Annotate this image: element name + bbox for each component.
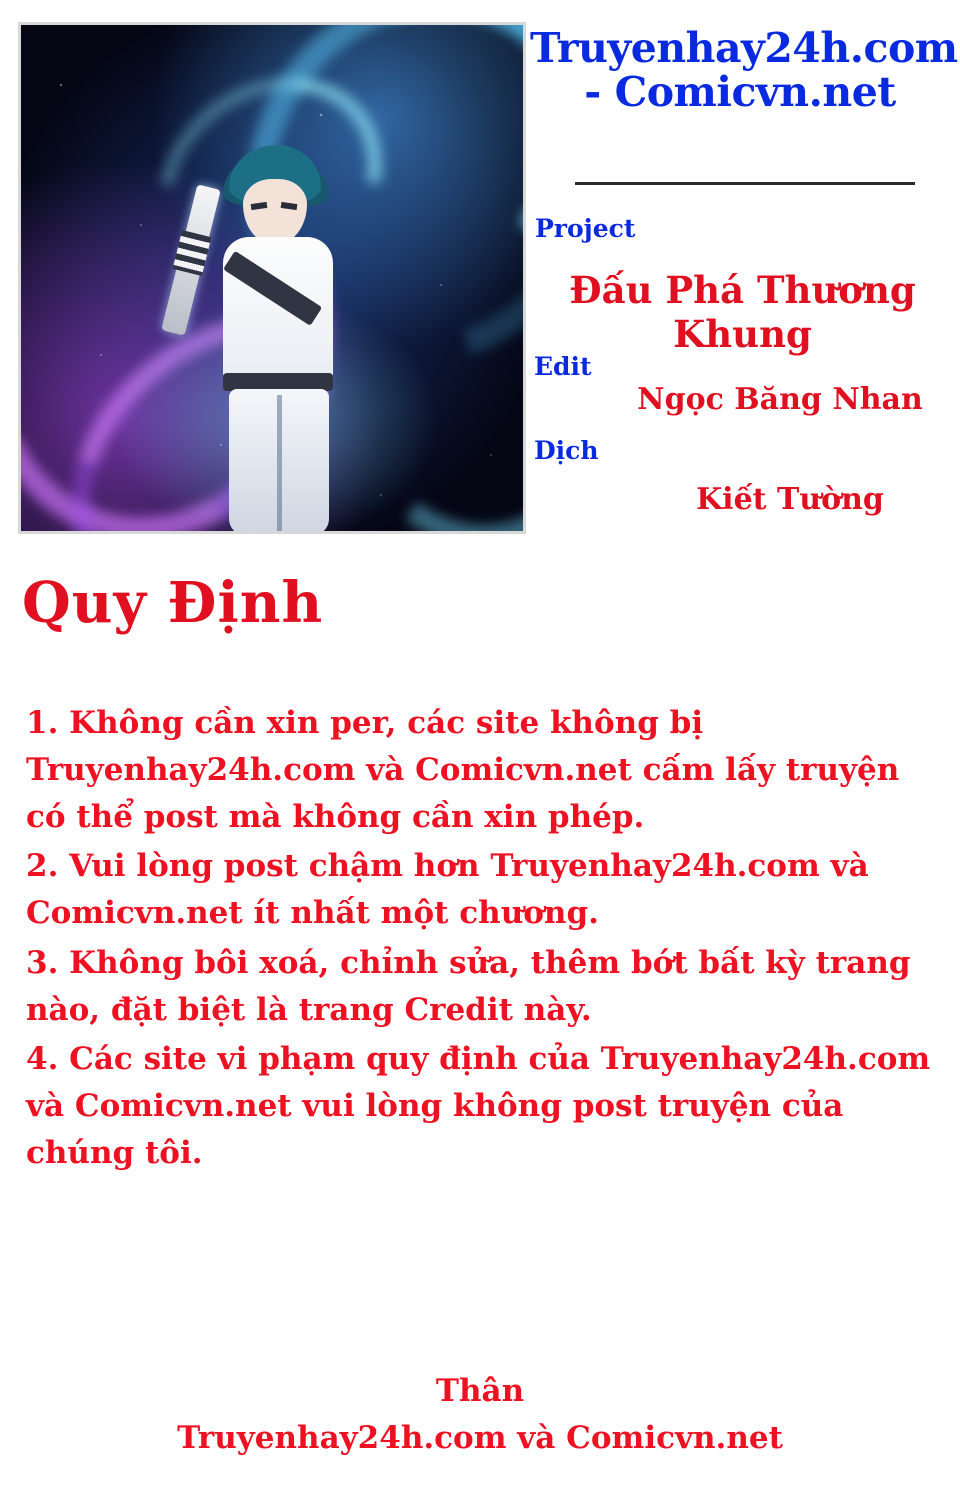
signoff-line1: Thân: [435, 1373, 525, 1409]
divider: [575, 182, 915, 185]
project-label: Project: [535, 214, 636, 243]
edit-value: Ngọc Băng Nhan: [637, 382, 923, 417]
rules-list: [26, 700, 938, 1179]
character-leg-split: [277, 395, 282, 534]
project-value: Đấu Phá Thương Khung: [569, 268, 916, 356]
translator-value: Kiết Tường: [696, 482, 884, 517]
character-figure: [171, 145, 391, 534]
rule-item: 2. Vui lòng post chậm hơn Truyenhay24h.com và Comicvn.net ít nhất một chương.: [26, 848, 869, 932]
artwork-panel: [18, 22, 526, 534]
rules-heading: Quy Định: [22, 570, 324, 636]
sword-hilt-icon: [173, 230, 212, 276]
site-title-line2: - Comicvn.net: [584, 68, 896, 117]
character-face: [243, 179, 307, 245]
rule-item: 1. Không cần xin per, các site không bị Truyenhay24h.com và Comicvn.net cấm lấy truyện có thể post mà không cần xin phép.: [26, 705, 900, 836]
signoff: [30, 1368, 930, 1461]
site-title: [530, 24, 958, 117]
site-title-line1: Truyenhay24h.com: [530, 24, 958, 72]
translator-label: Dịch: [534, 436, 599, 465]
rule-item: 4. Các site vi phạm quy định của Truyenhay24h.com và Comicvn.net vui lòng không post truyện của chúng tôi.: [26, 1040, 931, 1171]
rule-item: 3. Không bôi xoá, chỉnh sửa, thêm bớt bất kỳ trang nào, đặt biệt là trang Credit này.: [26, 944, 911, 1028]
edit-label: Edit: [534, 352, 592, 381]
signoff-line2: Truyenhay24h.com và Comicvn.net: [177, 1419, 783, 1456]
